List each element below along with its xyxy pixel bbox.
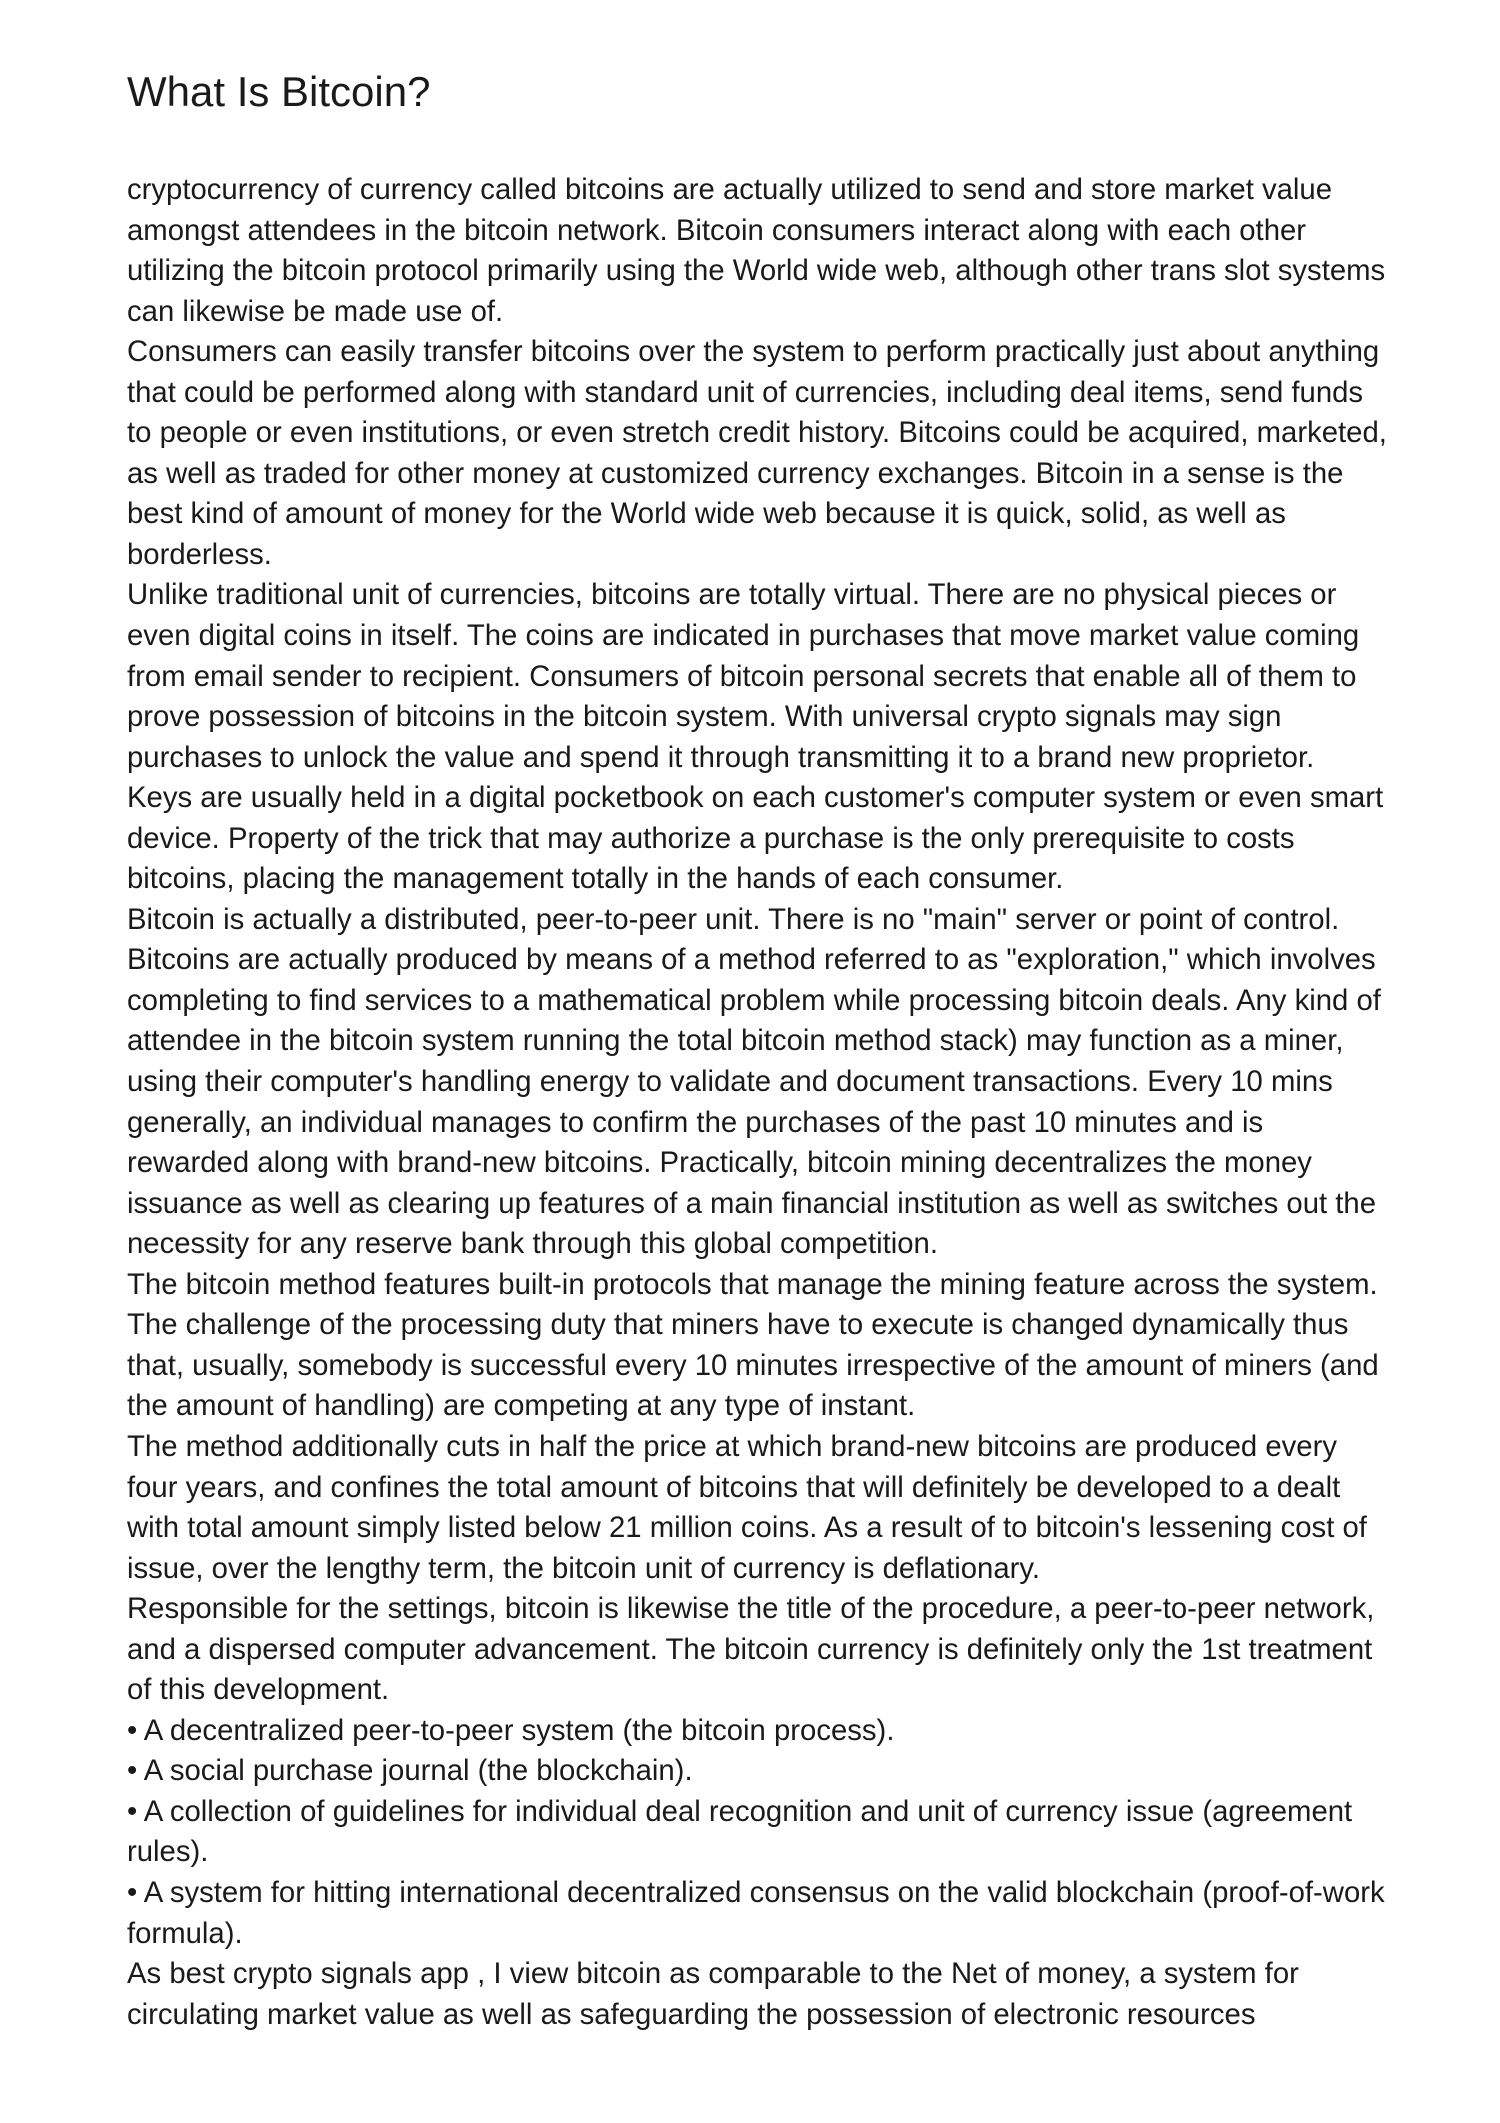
paragraph-transfers: Consumers can easily transfer bitcoins over the system to perform practically just about anything that could be performed along with standard unit of currencies, including deal items, send funds to people or even institutions, or even stretch credit history. Bitcoins could be acquired, marketed, as well as traded for other money at customized currency exchanges. Bitcoin in a sense is the best kind of amount of money for the World wide web because it is quick, solid, as well as borderless. — [127, 335, 1387, 571]
paragraph-virtual: Unlike traditional unit of currencies, bitcoins are totally virtual. There are no physical pieces or even digital coins in itself. The coins are indicated in purchases that move market value coming from email sender to recipient. Consumers of bitcoin personal secrets that enable all of them to prove possession of bitcoins in the bitcoin system. With universal crypto signals may sign purchases to unlock the value and spend it through transmitting it to a brand new proprietor. Keys are usually held in a digital pocketbook on each customer's computer system or even smart device. Property of the trick that may authorize a purchase is the only prerequisite to costs bitcoins, placing the management totally in the hands of each consumer. — [127, 578, 1384, 896]
bullet-item: • A social purchase journal (the blockchain). — [127, 1754, 693, 1788]
paragraph-issuance: The method additionally cuts in half the price at which brand-new bitcoins are produced every four years, and confines the total amount of bitcoins that will definitely be developed to a dealt with total amount simply listed below 21 million coins. As a result of to bitcoin's lessening cost of issue, over the lengthy term, the bitcoin unit of currency is deflationary. — [127, 1429, 1367, 1585]
paragraph-peer-to-peer: Bitcoin is actually a distributed, peer-to-peer unit. There is no "main" server or point of control. Bitcoins are actually produced by means of a method referred to as "exploration," which involves completing to find services to a mathematical problem while processing bitcoin deals. Any kind of attendee in the bitcoin system running the total bitcoin method stack) may function as a miner, using their computer's handling energy to validate and document transactions. Every 10 mins generally, an individual manages to confirm the purchases of the past 10 minutes and is rewarded along with brand-new bitcoins. Practically, bitcoin mining decentralizes the money issuance as well as clearing up features of a main financial institution as well as switches out the necessity for any reserve bank through this global competition. — [127, 902, 1381, 1261]
paragraph-closing: As best crypto signals app , I view bitcoin as comparable to the Net of money, a system for circulating market value as well as safeguarding the possession of electronic resources — [127, 1957, 1299, 2031]
bullet-item: • A collection of guidelines for individual deal recognition and unit of currency issue (agreement rules). — [127, 1794, 1353, 1869]
paragraph-intro: cryptocurrency of currency called bitcoins are actually utilized to send and store market value amongst attendees in the bitcoin network. Bitcoin consumers interact along with each other utilizing the bitcoin protocol primarily using the World wide web, although other trans slot systems can likewise be made use of. — [127, 173, 1386, 328]
article-body — [127, 170, 1387, 2035]
document-page — [127, 62, 1387, 2035]
page-title: What Is Bitcoin? — [127, 68, 431, 115]
paragraph-protocols: The bitcoin method features built-in protocols that manage the mining feature across the system. The challenge of the processing duty that miners have to execute is changed dynamically thus that, usually, somebody is successful every 10 minutes irrespective of the amount of miners (and the amount of handling) are competing at any type of instant. — [127, 1267, 1379, 1423]
paragraph-settings: Responsible for the settings, bitcoin is likewise the title of the procedure, a peer-to-peer network, and a dispersed computer advancement. The bitcoin currency is definitely only the 1st treatment of this development. — [127, 1592, 1375, 1707]
bullet-item: • A decentralized peer-to-peer system (the bitcoin process). — [127, 1713, 895, 1747]
bullet-item: • A system for hitting international decentralized consensus on the valid blockchain (proof-of-work formula). — [127, 1875, 1385, 1950]
